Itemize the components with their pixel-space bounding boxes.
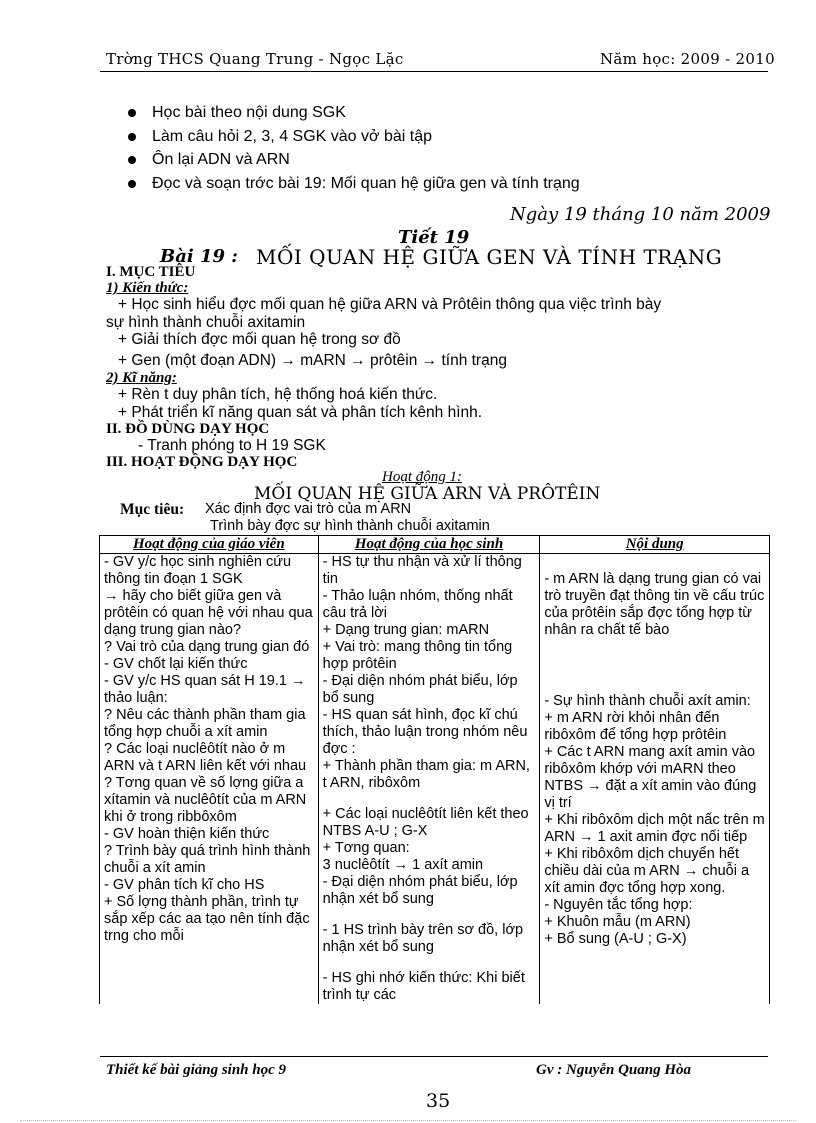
lesson-number: Bài 19 :: [160, 246, 238, 267]
knowledge-line: + Học sinh hiểu đợc mối quan hệ giữa ARN và Prôtêin thông qua việc trình bày: [118, 296, 662, 313]
teacher-step: ? Các loại nuclêôtít nào ở m ARN và t ARN liên kết với nhau: [104, 741, 307, 774]
footer-left: Thiết kế bài giảng sinh học 9: [106, 1062, 287, 1078]
teacher-step: - GV chốt lại kiến thức: [104, 656, 248, 672]
table-header-row: [100, 536, 770, 554]
student-step: - Đại diện nhóm phát biểu, lớp bổ sung: [322, 673, 518, 706]
materials-line: - Tranh phóng to H 19 SGK: [138, 437, 326, 454]
student-step: 3 nuclêôtít → 1 axít amin: [322, 857, 484, 873]
content-item: + Khi ribôxôm dịch chuyển hết chiều dài của m ARN → chuỗi a xít amin đợc tổng hợp xong.: [544, 846, 750, 896]
student-step: - 1 HS trình bày trên sơ đồ, lớp nhận xét bổ sung: [322, 922, 524, 955]
student-step: + Tơng quan:: [322, 840, 410, 856]
section-heading-activities: III. HOẠT ĐỘNG DẠY HỌC: [106, 454, 298, 470]
table-row: [100, 554, 770, 1005]
teacher-activity-cell: [100, 554, 319, 1005]
content-item: - Sự hình thành chuỗi axít amin:: [544, 693, 751, 709]
list-item-text: Đọc và soạn trớc bài 19: Mối quan hệ giữa gen và tính trạng: [152, 174, 580, 192]
student-step: - HS tự thu nhận và xử lí thông tin: [322, 554, 522, 587]
column-header: Nội dung: [540, 536, 770, 554]
content-item: + Các t ARN mang axít amin vào ribôxôm khớp với mARN theo NTBS → đặt a xít amin vào đúng vị trí: [544, 744, 757, 811]
teacher-step: - GV hoàn thiện kiến thức: [104, 826, 270, 842]
content-cell: [540, 554, 770, 1005]
school-year: Năm học: 2009 - 2010: [600, 50, 775, 68]
student-step: - Đại diện nhóm phát biểu, lớp nhận xét bổ sung: [322, 874, 518, 907]
page-number: 35: [426, 1090, 451, 1112]
student-step: + Các loại nuclêôtít liên kết theo NTBS A-U ; G-X: [322, 806, 529, 839]
section-heading-objectives: I. MỤC TIÊU: [106, 264, 196, 280]
teacher-step: ? Nêu các thành phần tham gia tổng hợp chuỗi a xít amin: [104, 707, 306, 740]
teacher-step: + Số lợng thành phần, trình tự sắp xếp các aa tạo nên tính đặc trng cho mỗi: [104, 894, 310, 944]
student-step: + Thành phần tham gia: m ARN, t ARN, ribôxôm: [322, 758, 530, 791]
activity-title: MỐI QUAN HỆ GIỮA ARN VÀ PRÔTÊIN: [254, 484, 601, 504]
bullet-icon: [128, 133, 136, 141]
list-item: [120, 172, 580, 196]
bullet-icon: [128, 109, 136, 117]
skill-line: + Phát triển kĩ năng quan sát và phân tích kênh hình.: [118, 404, 483, 421]
goal-line: Trình bày đợc sự hình thành chuỗi axitamin: [210, 518, 490, 534]
lesson-period: Tiết 19: [398, 227, 470, 248]
teacher-step: - GV phân tích kĩ cho HS: [104, 877, 265, 893]
teacher-step: - GV y/c học sinh nghiên cứu thông tin đoạn 1 SGK: [104, 554, 292, 587]
lesson-title: MỐI QUAN HỆ GIỮA GEN VÀ TÍNH TRẠNG: [256, 245, 723, 269]
knowledge-line: + Gen (một đoạn ADN) → mARN → prôtêin → tính trạng: [118, 352, 507, 369]
student-step: - Thảo luận nhóm, thống nhất câu trả lời: [322, 588, 513, 621]
footer-right: Gv : Nguyễn Quang Hòa: [536, 1062, 692, 1078]
list-item: [120, 101, 580, 125]
teacher-step: ? Vai trò của dạng trung gian đó: [104, 639, 310, 655]
teacher-step: ? Trình bày quá trình hình thành chuỗi a xít amin: [104, 843, 311, 876]
column-header: Hoạt động của giáo viên: [100, 536, 319, 554]
content-item: - m ARN là dạng trung gian có vai trò truyền đạt thông tin về cấu trúc của prôtêin sắp đợc tổng hợp từ nhân ra chất tế bào: [544, 571, 765, 638]
section-heading-materials: II. ĐỒ DÙNG DẠY HỌC: [106, 421, 270, 437]
list-item: [120, 125, 580, 149]
teacher-step: ? Tơng quan về số lợng giữa a xítamin và nuclêôtít của m ARN khi ở trong ribbôxôm: [104, 775, 307, 825]
column-header: Hoạt động của học sinh: [318, 536, 540, 554]
knowledge-line: sự hình thành chuỗi axitamin: [106, 314, 306, 331]
homework-list: [120, 101, 580, 195]
list-item: [120, 148, 580, 172]
student-step: - HS ghi nhớ kiến thức: Khi biết trình tự các: [322, 970, 525, 1003]
content-item: + Bổ sung (A-U ; G-X): [544, 931, 687, 947]
lesson-date: Ngày 19 tháng 10 năm 2009: [510, 204, 771, 225]
content-item: + m ARN rời khỏi nhân đến ribôxôm để tổng hợp prôtêin: [544, 710, 727, 743]
teacher-step: → hãy cho biết giữa gen và prôtêin có quan hệ với nhau qua dạng trung gian nào?: [104, 588, 313, 638]
header-divider: [100, 71, 768, 72]
teacher-step: - GV y/c HS quan sát H 19.1 → thảo luận:: [104, 673, 306, 706]
subheading-knowledge: 1) Kiến thức:: [106, 280, 189, 296]
bullet-icon: [128, 156, 136, 164]
school-name: Trờng THCS Quang Trung - Ngọc Lặc: [106, 50, 404, 68]
knowledge-line: + Giải thích đợc mối quan hệ trong sơ đồ: [118, 331, 401, 348]
activity-table: [99, 535, 770, 1004]
skill-line: + Rèn t duy phân tích, hệ thống hoá kiến thức.: [118, 386, 438, 403]
goal-line: Xác định đợc vai trò của m ARN: [205, 501, 412, 517]
student-step: - HS quan sát hình, đọc kĩ chú thích, thảo luận trong nhóm nêu đợc :: [322, 707, 528, 757]
list-item-text: Ôn lại ADN và ARN: [152, 151, 290, 168]
student-activity-cell: [318, 554, 540, 1005]
goal-label: Mục tiêu:: [120, 501, 185, 518]
subheading-skills: 2) Kĩ năng:: [106, 370, 177, 386]
content-item: + Khi ribôxôm dịch một nấc trên m ARN → 1 axit amin đợc nối tiếp: [544, 812, 765, 845]
list-item-text: Học bài theo nội dung SGK: [152, 104, 346, 121]
bullet-icon: [128, 180, 136, 188]
content-item: - Nguyên tắc tổng hợp:: [544, 897, 693, 913]
list-item-text: Làm câu hỏi 2, 3, 4 SGK vào vở bài tập: [152, 127, 432, 145]
page-edge-divider: [20, 1120, 796, 1121]
student-step: + Vai trò: mang thông tin tổng hợp prôtêin: [322, 639, 513, 672]
footer-divider: [100, 1056, 768, 1057]
activity-label: Hoạt động 1:: [382, 469, 462, 485]
student-step: + Dạng trung gian: mARN: [322, 622, 490, 638]
content-item: + Khuôn mẫu (m ARN): [544, 914, 691, 930]
